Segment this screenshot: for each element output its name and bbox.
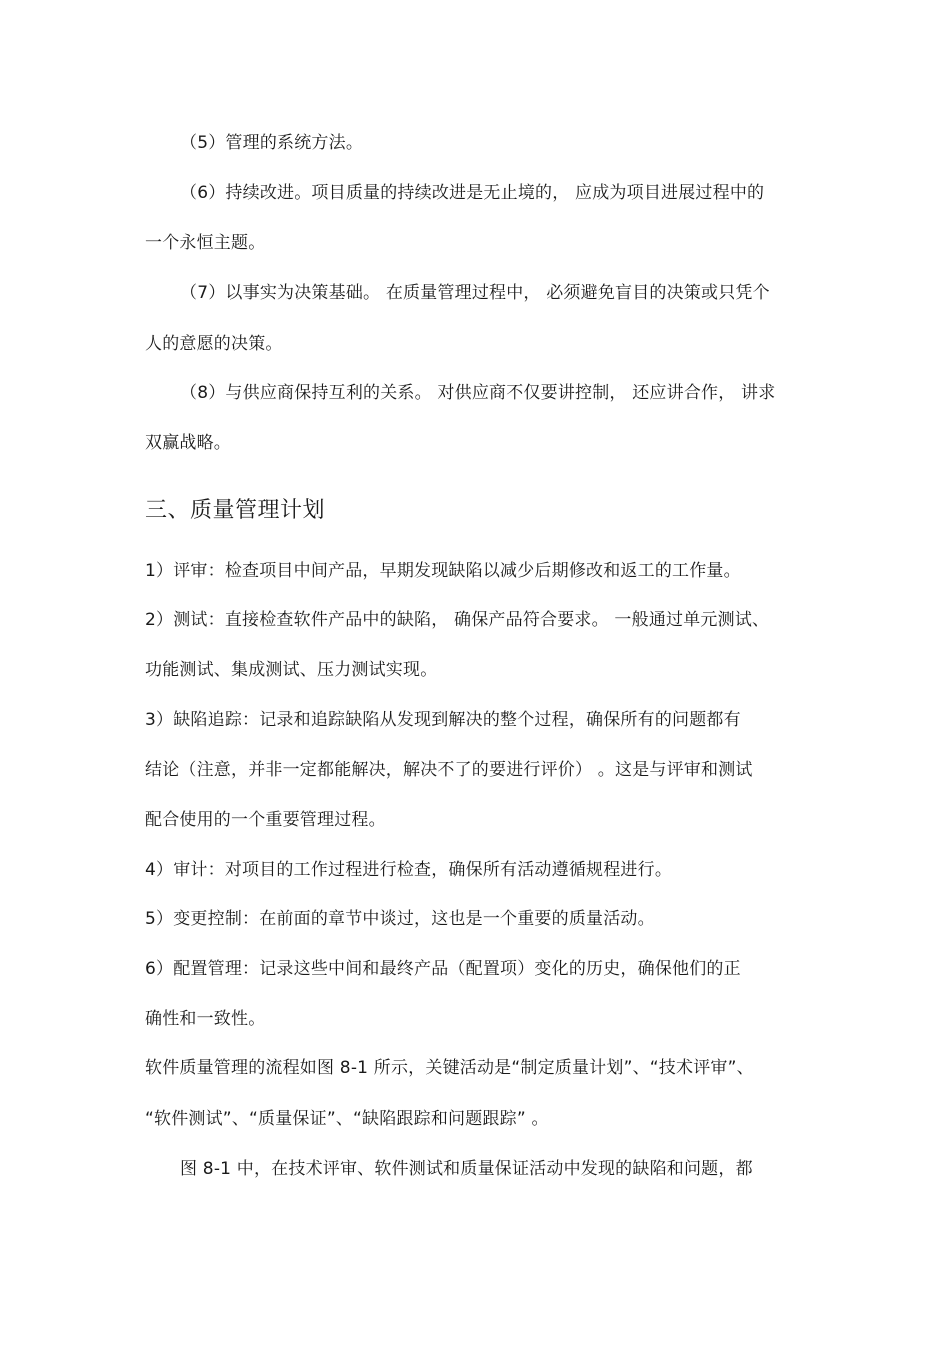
- principle-7-line-1: （7）以事实为决策基础。 在质量管理过程中， 必须避免盲目的决策或只凭个: [180, 283, 770, 303]
- principle-7-line-2: 人的意愿的决策。: [145, 334, 283, 354]
- principle-5-line-1: （5）管理的系统方法。: [180, 133, 364, 153]
- plan-item-3-line-2: 结论（注意，并非一定都能解决，解决不了的要进行评价） 。这是与评审和测试: [145, 760, 753, 780]
- plan-item-1-line-1: 1）评审：检查项目中间产品，早期发现缺陷以减少后期修改和返工的工作量。: [145, 561, 741, 581]
- flow-paragraph-line-2: “软件测试”、“质量保证”、“缺陷跟踪和问题跟踪” 。: [145, 1109, 549, 1129]
- section-heading: 三、质量管理计划: [145, 498, 326, 523]
- principle-6-line-1: （6）持续改进。项目质量的持续改进是无止境的， 应成为项目进展过程中的: [180, 183, 765, 203]
- plan-item-3-line-1: 3）缺陷追踪：记录和追踪缺陷从发现到解决的整个过程，确保所有的问题都有: [145, 710, 741, 730]
- plan-item-6-line-2: 确性和一致性。: [145, 1009, 266, 1029]
- plan-item-3-line-3: 配合使用的一个重要管理过程。: [145, 810, 386, 830]
- plan-item-6-line-1: 6）配置管理：记录这些中间和最终产品（配置项）变化的历史，确保他们的正: [145, 959, 741, 979]
- plan-item-4-line-1: 4）审计：对项目的工作过程进行检查，确保所有活动遵循规程进行。: [145, 860, 673, 880]
- principle-6-line-2: 一个永恒主题。: [145, 233, 266, 253]
- principle-8-line-1: （8）与供应商保持互利的关系。 对供应商不仅要讲控制， 还应讲合作， 讲求: [180, 383, 776, 403]
- closing-line: 图 8-1 中，在技术评审、软件测试和质量保证活动中发现的缺陷和问题，都: [180, 1159, 753, 1179]
- flow-paragraph-line-1: 软件质量管理的流程如图 8-1 所示，关键活动是“制定质量计划”、“技术评审”、: [145, 1058, 754, 1078]
- plan-item-2-line-2: 功能测试、集成测试、压力测试实现。: [145, 660, 438, 680]
- principle-8-line-2: 双赢战略。: [145, 433, 231, 453]
- plan-item-2-line-1: 2）测试：直接检查软件产品中的缺陷， 确保产品符合要求。 一般通过单元测试、: [145, 610, 770, 630]
- plan-item-5-line-1: 5）变更控制：在前面的章节中谈过，这也是一个重要的质量活动。: [145, 909, 655, 929]
